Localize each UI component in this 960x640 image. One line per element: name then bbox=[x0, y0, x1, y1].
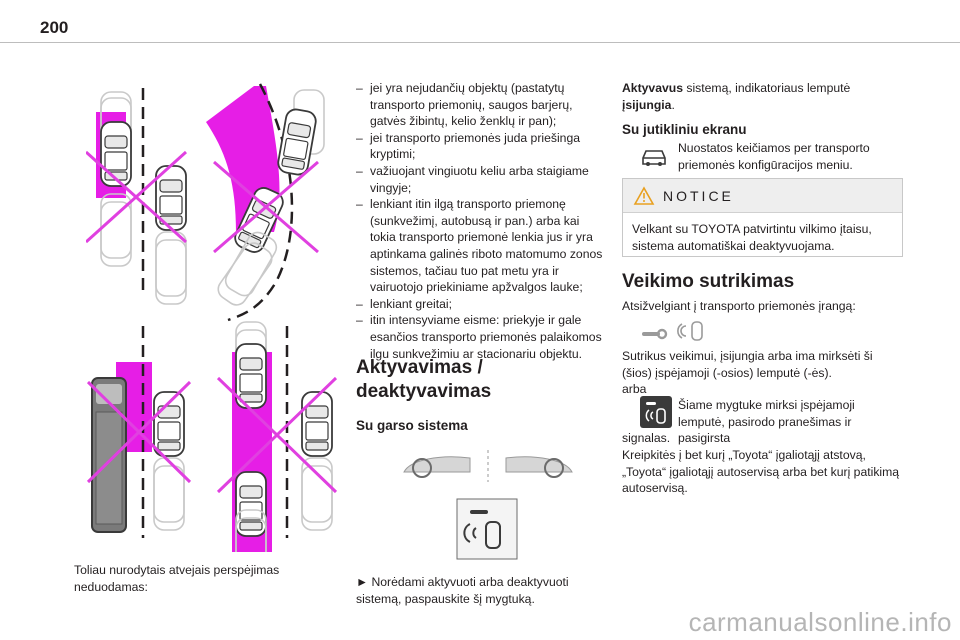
list-item bbox=[356, 312, 606, 362]
instruction-text: Norėdami aktyvuoti arba deaktyvuoti sistemą, paspauskite šį mygtuką. bbox=[356, 575, 569, 606]
notice-text: Velkant su TOYOTA patvirtintu vilkimo įtaisu, sistema automatiškai deaktyvuojama. bbox=[632, 222, 872, 253]
list-item bbox=[356, 163, 606, 196]
arrow-icon: ► bbox=[356, 575, 369, 589]
malfunction-text-3: Kreipkitės į bet kurį „Toyota“ įgaliotąjį atstovą, „Toyota“ įgaliotąjį autoservisą arba bet kurį patikimą autoservisą. bbox=[622, 448, 900, 496]
bullet-text: lenkiant greitai; bbox=[370, 296, 452, 311]
page-number: 200 bbox=[40, 18, 69, 37]
bullet-text: lenkiant itin ilgą transporto priemonę (sunkvežimį, autobusą ir pan.) arba kai tokia transporto priemonė lenkia jus ir yra aptinkama galinės riboto matomumo zonos sistemos, tačiau tuo pat metu yra ir vairuotojo priekiniame apžvalgos lauke; bbox=[370, 197, 603, 295]
touchscreen-subheading: Su jutikliniu ekranu bbox=[622, 122, 747, 137]
warning-triangle-icon bbox=[633, 186, 655, 206]
scenario-curved-road bbox=[206, 84, 324, 320]
blind-spot-lamp-icon bbox=[678, 322, 702, 340]
bullet-dash: – bbox=[356, 197, 363, 212]
malfunction-text-2: Šiame mygtuke mirksi įspėjamoji lemputė, pasirodo pranešimas ir pasigirsta bbox=[678, 398, 855, 446]
audio-system-subheading: Su garso sistema bbox=[356, 418, 468, 433]
bullet-text: jei yra nejudančių objektų (pastatytų transporto priemonių, saugos barjerų, gatvės žibintų, kelio ženklų ir pan); bbox=[370, 81, 573, 129]
middle-column bbox=[356, 80, 606, 362]
blind-spot-screen-button-icon bbox=[640, 396, 672, 428]
activation-heading: Aktyvavimas / deaktyvavimas bbox=[356, 357, 492, 402]
bullet-text: važiuojant vingiuotu keliu arba staigiame vingyje; bbox=[370, 163, 589, 195]
intro-end: . bbox=[671, 97, 675, 112]
malfunction-heading: Veikimo sutrikimas bbox=[622, 271, 795, 292]
vehicle-settings-icon bbox=[640, 146, 668, 168]
bullet-dash: – bbox=[356, 163, 363, 178]
illustration-caption: Toliau nurodytais atvejais perspėjimas neduodamas: bbox=[74, 563, 280, 594]
scenario-long-vehicle bbox=[88, 326, 190, 538]
bold-activated: Aktyvavus bbox=[622, 81, 683, 95]
list-item bbox=[356, 80, 606, 130]
intro-text: sistemą, indikatoriaus lemputė bbox=[682, 81, 851, 95]
instruction bbox=[356, 574, 612, 607]
bullet-dash: – bbox=[356, 130, 363, 145]
bullet-dash: – bbox=[356, 313, 363, 328]
watermark: carmanualsonline.info bbox=[688, 607, 952, 637]
blind-spot-button-icon bbox=[456, 498, 518, 560]
malfunction-intro: Atsižvelgiant į transporto priemonės įrangą: bbox=[622, 299, 856, 313]
notice-title: NOTICE bbox=[663, 187, 734, 204]
malfunction-text-2-end: signalas. bbox=[622, 431, 671, 445]
list-item bbox=[356, 130, 606, 163]
list-item bbox=[356, 296, 606, 313]
blind-spot-illustration bbox=[86, 82, 338, 552]
touchscreen-text: Nuostatos keičiamos per transporto priemonės konfigūracijos meniu. bbox=[678, 141, 870, 172]
bullet-dash: – bbox=[356, 81, 363, 95]
malfunction-text-1: Sutrikus veikimui, įsijungia arba ima mirksėti ši (šios) įspėjamoji (-osios) lemputė (-ės). bbox=[622, 349, 873, 380]
bullet-dash: – bbox=[356, 296, 363, 311]
scenario-dense-traffic bbox=[218, 322, 336, 552]
warning-lamps-icons bbox=[640, 318, 712, 344]
bullet-text: itin intensyviame eisme: priekyje ir gale esančios transporto priemonės palaikomos ilgu sunkvežimiu ar stacionariu objektu. bbox=[370, 313, 602, 361]
bullet-text: jei transporto priemonės juda priešinga kryptimi; bbox=[370, 130, 581, 162]
dashboard-button-location bbox=[400, 446, 576, 486]
header-divider bbox=[0, 42, 960, 43]
wrench-icon bbox=[644, 330, 666, 338]
list-item bbox=[356, 196, 606, 296]
scenario-parked-vehicles bbox=[86, 88, 186, 304]
bold-lights-up: įsijungia bbox=[622, 97, 672, 112]
activation-status-text bbox=[622, 80, 892, 113]
notice-header bbox=[623, 179, 902, 213]
left-column bbox=[74, 562, 314, 595]
or-text: arba bbox=[622, 382, 647, 396]
notice-box bbox=[622, 178, 903, 257]
